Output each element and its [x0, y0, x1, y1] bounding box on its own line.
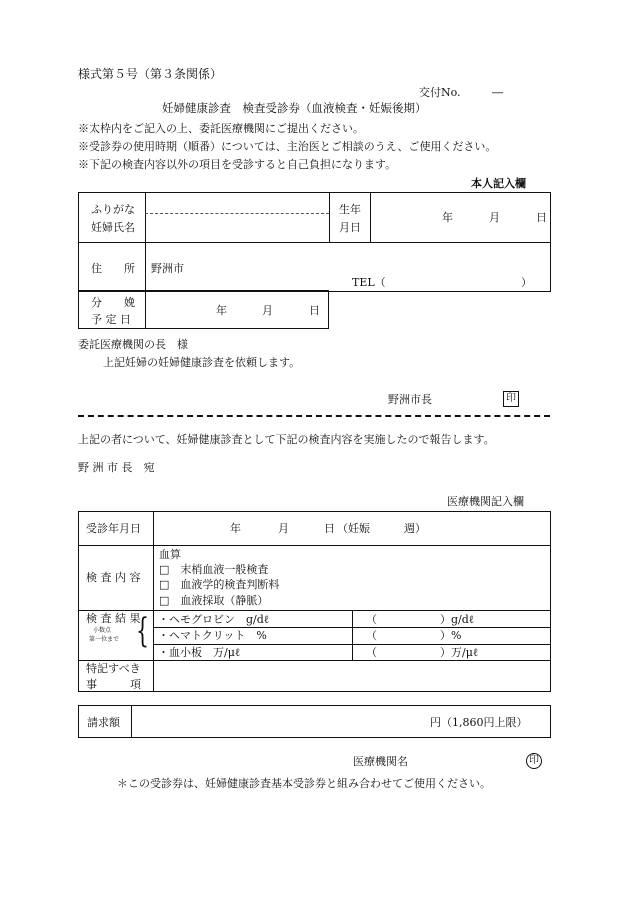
exam-item-checkbox[interactable]: □ 血液採取（静脈）	[159, 594, 269, 607]
special-label-2: 事 項	[86, 678, 141, 691]
addressee: 委託医療機関の長 様	[78, 338, 188, 351]
tel-label: TEL（	[352, 276, 386, 289]
tel-close: ）	[521, 276, 532, 289]
furigana-label: ふりがな	[91, 203, 135, 216]
note-2: ※受診券の使用時期（順番）については、主治医とご相談のうえ、ご使用ください。	[78, 140, 497, 153]
self-section-label: 本人記入欄	[471, 177, 526, 190]
name-field[interactable]	[148, 215, 326, 240]
birthdate-field[interactable]	[372, 195, 549, 240]
exam-item-checkbox[interactable]: □ 末梢血液一般検査	[159, 563, 269, 576]
result-note-1: 小数点	[93, 627, 112, 634]
page-title: 妊婦健康診査 検査受診券（血液検査・妊娠後期）	[162, 101, 427, 115]
issue-no-label: 交付No.	[419, 86, 461, 99]
result-name: ・ヘモグロビン g/dℓ	[158, 613, 270, 626]
due-month-unit: 月	[262, 304, 273, 317]
birth-day-unit: 日	[536, 211, 547, 224]
result-name: ・血小板 万/μℓ	[158, 646, 241, 659]
result-open: （	[366, 629, 377, 642]
result-unit: ）g/dℓ	[440, 613, 475, 626]
pregnancy-open: （妊娠	[337, 522, 370, 535]
clinic-section-label: 医療機関記入欄	[447, 495, 524, 508]
exam-heading: 血算	[159, 548, 181, 561]
pregnancy-weeks-unit: 週）	[404, 522, 426, 535]
visit-month-unit: 月	[278, 522, 289, 535]
issue-no-value: ―	[492, 86, 503, 99]
exam-content-label: 検 査 内 容	[86, 571, 141, 584]
note-3: ※下記の検査内容以外の項目を受診すると自己負担になります。	[78, 158, 397, 171]
result-label: 検 査 結 果	[86, 612, 141, 625]
address-label: 住 所	[91, 262, 135, 275]
result-value-field[interactable]	[378, 629, 436, 643]
special-label-1: 特記すべき	[86, 662, 141, 675]
result-unit: ）万/μℓ	[440, 646, 479, 659]
visit-date-field[interactable]	[156, 514, 548, 543]
note-1: ※太枠内をご記入の上、委託医療機関にご提出ください。	[78, 122, 364, 135]
address-field[interactable]	[148, 245, 548, 289]
birth-label-1: 生年	[339, 203, 361, 216]
result-open: （	[366, 613, 377, 626]
mayor-label: 野洲市長	[388, 393, 432, 406]
visit-date-label: 受診年月日	[86, 522, 141, 535]
billing-label: 請求額	[87, 716, 120, 729]
special-notes-field[interactable]	[156, 663, 548, 690]
due-label-1: 分 娩	[91, 296, 135, 309]
address-value: 野洲市	[151, 262, 184, 275]
billing-value: 円（1,860円上限）	[430, 716, 528, 729]
result-unit: ）%	[440, 629, 462, 642]
exam-item-checkbox[interactable]: □ 血液学的検査判断料	[159, 578, 280, 591]
birth-year-unit: 年	[442, 211, 453, 224]
due-year-unit: 年	[216, 304, 227, 317]
request-text: 上記妊婦の妊婦健康診査を依頼します。	[103, 356, 301, 369]
brace-icon: {	[136, 611, 149, 651]
report-text: 上記の者について、妊婦健康診査として下記の検査内容を実施したので報告します。	[78, 433, 495, 446]
furigana-field[interactable]	[148, 195, 326, 212]
form-number: 様式第５号（第３条関係）	[78, 67, 223, 81]
visit-day-unit: 日	[324, 522, 335, 535]
due-label-2: 予 定 日	[91, 313, 131, 326]
footer-note: ＊この受診券は、妊婦健康診査基本受診券と組み合わせてご使用ください。	[117, 777, 491, 790]
clinic-name-label: 医療機関名	[353, 755, 408, 768]
due-date-field[interactable]	[148, 293, 327, 327]
name-label: 妊婦氏名	[91, 221, 135, 234]
mayor-address: 野 洲 市 長 宛	[78, 461, 155, 474]
birth-label-2: 月日	[339, 221, 361, 234]
cut-line	[78, 415, 550, 417]
result-value-field[interactable]	[378, 612, 436, 626]
clinic-name-field[interactable]	[412, 752, 502, 768]
visit-year-unit: 年	[230, 522, 241, 535]
birth-month-unit: 月	[489, 211, 500, 224]
result-value-field[interactable]	[378, 646, 436, 660]
clinic-seal-icon: 印	[526, 753, 542, 769]
billing-amount-field[interactable]	[134, 708, 548, 735]
result-note-2: 第一位まで	[89, 636, 120, 643]
result-open: （	[366, 646, 377, 659]
due-day-unit: 日	[309, 304, 320, 317]
mayor-seal-icon: 印	[503, 391, 519, 407]
result-name: ・ヘマトクリット %	[158, 629, 267, 642]
